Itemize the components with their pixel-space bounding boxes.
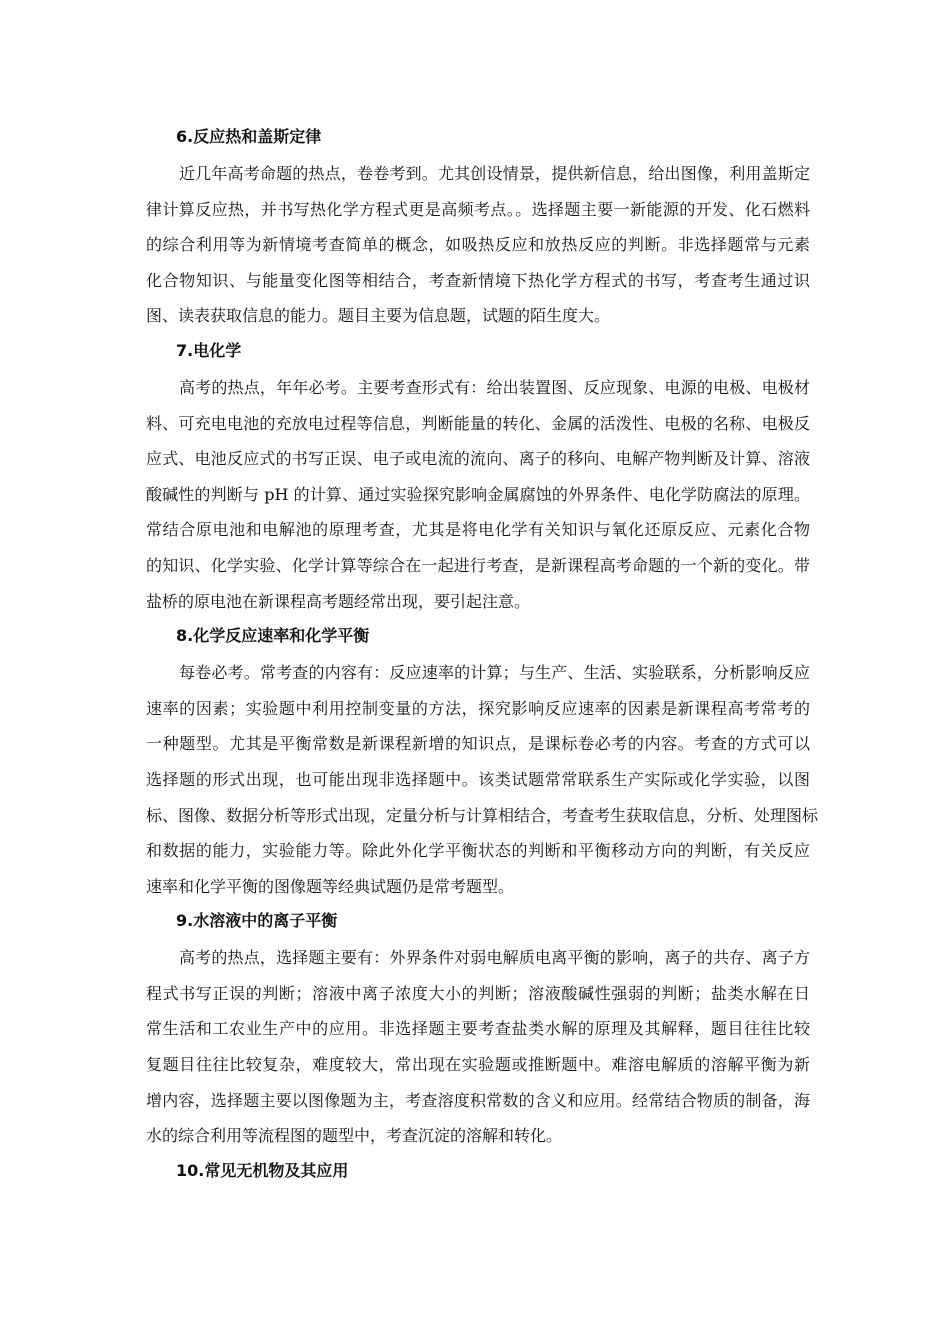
paragraph-line: 常生活和工农业生产中的应用。非选择题主要考查盐类水解的原理及其解释，题目往往比较 (146, 1019, 810, 1039)
paragraph-line: 水的综合利用等流程图的题型中，考查沉淀的溶解和转化。 (146, 1126, 563, 1146)
paragraph-line: 高考的热点，选择题主要有：外界条件对弱电解质电离平衡的影响，离子的共存、离子方 (179, 948, 810, 968)
section-heading: 10.常见无机物及其应用 (176, 1160, 349, 1180)
paragraph-line: 常结合原电池和电解池的原理考查，尤其是将电化学有关知识与氧化还原反应、元素化合物 (146, 520, 810, 540)
section-paragraph (146, 940, 810, 1154)
paragraph-line: 程式书写正误的判断；溶液中离子浓度大小的判断；溶液酸碱性强弱的判断；盐类水解在日 (146, 983, 810, 1003)
paragraph-line: 酸碱性的判断与 pH 的计算、通过实验探究影响金属腐蚀的外界条件、电化学防腐法的原理。 (146, 484, 810, 504)
paragraph-line: 速率的因素；实验题中利用控制变量的方法，探究影响反应速率的因素是新课程高考常考的 (146, 698, 810, 718)
paragraph-line: 增内容，选择题主要以图像题为主，考查溶度积常数的含义和应用。经常结合物质的制备，海 (146, 1090, 810, 1110)
paragraph-line: 标、图像、数据分析等形式出现，定量分析与计算相结合，考查考生获取信息，分析、处理图标 (146, 805, 819, 825)
paragraph-line: 应式、电池反应式的书写正误、电子或电流的流向、离子的移向、电解产物判断及计算、溶液 (146, 449, 810, 469)
paragraph-line: 化合物知识、与能量变化图等相结合，考查新情境下热化学方程式的书写，考查考生通过识 (146, 270, 810, 290)
section-heading: 7.电化学 (176, 340, 242, 360)
paragraph-line: 的知识、化学实验、化学计算等综合在一起进行考查，是新课程高考命题的一个新的变化。带 (146, 555, 810, 575)
paragraph-line: 料、可充电电池的充放电过程等信息，判断能量的转化、金属的活泼性、电极的名称、电极反 (146, 413, 810, 433)
paragraph-line: 一种题型。尤其是平衡常数是新课程新增的知识点，是课标卷必考的内容。考查的方式可以 (146, 734, 810, 754)
paragraph-line: 盐桥的原电池在新课程高考题经常出现，要引起注意。 (146, 591, 531, 611)
section-paragraph (146, 370, 810, 619)
paragraph-line: 的综合利用等为新情境考查简单的概念，如吸热反应和放热反应的判断。非选择题常与元素 (146, 235, 810, 255)
paragraph-line: 高考的热点，年年必考。主要考查形式有：给出装置图、反应现象、电源的电极、电极材 (179, 377, 810, 397)
paragraph-line: 近几年高考命题的热点，卷卷考到。尤其创设情景，提供新信息，给出图像，利用盖斯定 (179, 164, 810, 183)
paragraph-line: 每卷必考。常考查的内容有：反应速率的计算；与生产、生活、实验联系，分析影响反应 (179, 663, 810, 683)
paragraph-line: 复题目往往比较复杂，难度较大，常出现在实验题或推断题中。难溶电解质的溶解平衡为新 (146, 1055, 810, 1075)
section-heading: 9.水溶液中的离子平衡 (176, 911, 338, 931)
section-paragraph (146, 156, 810, 334)
section-heading: 6.反应热和盖斯定律 (176, 127, 322, 146)
paragraph-line: 速率和化学平衡的图像题等经典试题仍是常考题型。 (146, 876, 515, 896)
paragraph-line: 和数据的能力，实验能力等。除此外化学平衡状态的判断和平衡移动方向的判断，有关反应 (146, 841, 810, 861)
paragraph-line: 选择题的形式出现，也可能出现非选择题中。该类试题常常联系生产实际或化学实验，以图 (146, 769, 810, 789)
section-heading: 8.化学反应速率和化学平衡 (176, 626, 370, 646)
document-body (146, 122, 819, 1186)
paragraph-line: 律计算反应热，并书写热化学方程式更是高频考点。。选择题主要一新能源的开发、化石燃料 (146, 199, 810, 219)
paragraph-line: 图、读表获取信息的能力。题目主要为信息题，试题的陌生度大。 (146, 306, 611, 326)
section-paragraph (146, 655, 819, 904)
